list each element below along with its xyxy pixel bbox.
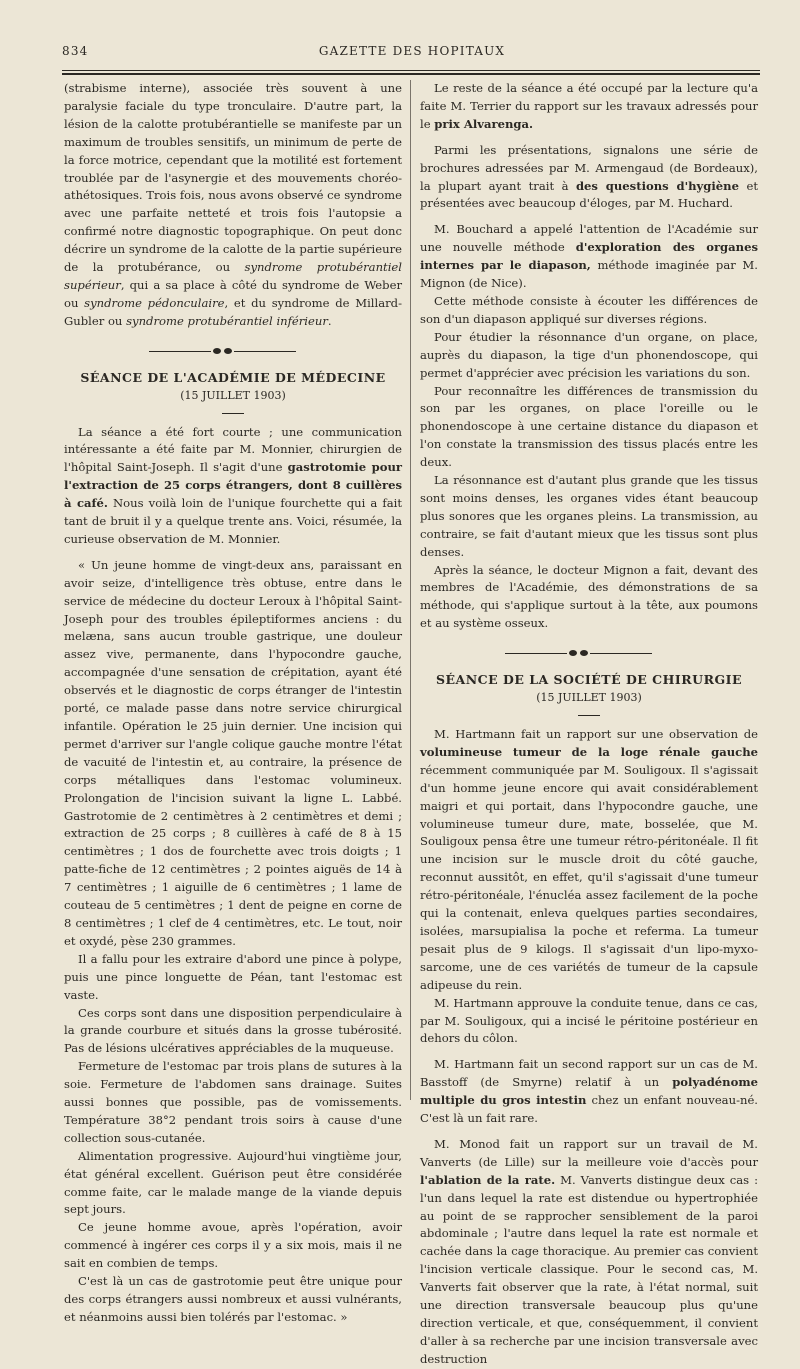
section-date: (15 JUILLET 1903) — [180, 388, 286, 402]
short-rule — [578, 715, 600, 716]
paragraph: M. Monod fait un rapport sur un travail de M. Vanverts (de Lille) sur la meilleure voie d'accès pour l'ablation de la rate. M. Vanverts distingue deux cas : l'un dans lequel la rate est distendue ou hypertrophiée au point de se rapprocher sensiblement de la paroi abdominale ; l'autre dans lequel la rate est normale et cachée dans la cage thoracique. Au premier cas convient l'incision verticale classique. Pour le second cas, M. Vanverts fait observer que la rate, à l'état normal, suit une direction transversale beaucoup plus qu'une direction verticale, et que, conséquemment, il convient d'aller à sa recherche par une incision transversale avec destruction — [420, 1136, 758, 1366]
paragraph: C'est là un cas de gastrotomie peut être unique pour des corps étrangers aussi nombreux et aussi vulnérants, et néanmoins aussi bien tolérés par l'estomac. » — [64, 1274, 402, 1324]
page-number: 834 — [62, 44, 89, 58]
paragraph: Fermeture de l'estomac par trois plans de sutures à la soie. Fermeture de l'abdomen sans drainage. Suites aussi bonnes que possible, pas de vomissements. Température 38°2 pendant trois soirs à cause d'une collection sous-cutanée. — [64, 1059, 402, 1145]
section-title: SÉANCE DE L'ACADÉMIE DE MÉDECINE — [80, 369, 386, 385]
paragraph: Parmi les présentations, signalons une série de brochures adressées par M. Armengaud (de Bordeaux), la plupart ayant trait à des questions d'hygiène et présentées avec beaucoup d'éloges, par M. Huchard. — [420, 142, 758, 211]
paragraph: (strabisme interne), associée très souvent à une paralysie faciale du type tronculaire. D'autre part, la lésion de la calotte protubérantielle se manifeste par un maximum de troubles sensitifs, un minimum de perte de la force motrice, cependant que la motilité est fortement troublée par de l'asynergie et des mouvements choréo-athétosiques. Trois fois, nous avons observé ce syndrome avec une parfaite netteté et trois fois l'autopsie a confirmé notre diagnostic topographique. On peut donc décrire un syndrome de la calotte de la partie supérieure de la protubérance, ou syndrome protubérantiel supérieur, qui a sa place à côté du syndrome de Weber ou syndrome pédonculaire, et du syndrome de Millard-Gubler ou syndrome protubérantiel inférieur. — [64, 81, 403, 328]
paragraph: M. Hartmann fait un second rapport sur un cas de M. Basstoff (de Smyrne) relatif à un polyadénome multiple du gros intestin chez un enfant nouveau-né. C'est là un fait rare. — [420, 1057, 758, 1126]
page-header — [62, 44, 762, 64]
left-column — [64, 80, 402, 1327]
paragraph: Ces corps sont dans une disposition perpendiculaire à la grande courbure et situés dans la grosse tubérosité. Pas de lésions ulcératives appréciables de la muqueuse. — [64, 1005, 402, 1056]
section-ornament — [64, 345, 402, 359]
paragraph: M. Bouchard a appelé l'attention de l'Académie sur une nouvelle méthode d'exploration des organes internes par le diapason, méthode imaginée par M. Mignon (de Nice). — [420, 222, 758, 291]
paragraph: La résonnance est d'autant plus grande que les tissus sont moins denses, les organes vides étant beaucoup plus sonores que les organes pleins. La transmission, au contraire, se fait d'autant mieux que les tissus sont plus denses. — [420, 473, 758, 559]
paragraph: M. Hartmann approuve la conduite tenue, dans ce cas, par M. Souligoux, qui a incisé le péritoine postérieur en dehors du côlon. — [420, 995, 758, 1046]
paragraph: « Un jeune homme de vingt-deux ans, paraissant en avoir seize, d'intelligence très obtuse, entre dans le service de médecine du docteur Leroux à l'hôpital Saint-Joseph pour des troubles épileptiformes anciens : du melæna, sans aucun trouble gastrique, une douleur assez vive, permanente, dans l'hypocondre gauche, accompagnée d'une sensation de crépitation, ayant été observés et le diagnostic de corps étranger de l'intestin porté, ce malade passe dans notre service chirurgical infantile. Opération le 25 juin dernier. Une incision qui permet d'arriver sur l'angle colique gauche montre l'état de vacuité de l'intestin et, au contraire, la présence de corps métalliques dans l'estomac volumineux. Prolongation de l'incision suivant la ligne L. Labbé. Gastrotomie de 2 centimètres à 2 centimètres et demi ; extraction de 25 corps ; 8 cuillères à café de 8 à 15 centimètres ; 1 dos de fourchette avec trois doigts ; 1 patte-fiche de 12 centimètres ; 2 pointes aiguës de 14 à 7 centimètres ; 1 aiguille de 6 centimètres ; 1 lame de couteau de 5 centimètres ; 1 dent de peigne en corne de 8 centimètres ; 1 clef de 4 centimètres, etc. Le tout, noir et oxydé, pèse 230 grammes. — [64, 557, 402, 948]
section-ornament — [420, 647, 758, 661]
paragraph: La séance a été fort courte ; une communication intéressante a été faite par M. Monnier, chirurgien de l'hôpital Saint-Joseph. Il s'agit d'une gastrotomie pour l'extraction de 25 corps étrangers, dont 8 cuillères à café. Nous voilà loin de l'unique fourchette qui a fait tant de bruit il y a quelque trente ans. Voici, résumée, la curieuse observation de M. Monnier. — [64, 424, 402, 546]
right-column — [420, 80, 758, 1369]
short-rule — [222, 413, 244, 414]
header-rule-thick — [62, 73, 760, 75]
paragraph: Pour étudier la résonnance d'un organe, on place, auprès du diapason, la tige d'un phonendoscope, qui permet d'apprécier avec précision les variations du son. — [420, 329, 758, 380]
paragraph: Alimentation progressive. Aujourd'hui vingtième jour, état général excellent. Guérison peut être considérée comme faite, car le malade mange de la viande depuis sept jours. — [64, 1148, 402, 1217]
paragraph: Après la séance, le docteur Mignon a fait, devant des membres de l'Académie, des démonstrations de sa méthode, qui s'applique surtout à la tête, aux poumons et au système osseux. — [420, 562, 758, 631]
paragraph: Le reste de la séance a été occupé par la lecture qu'a faite M. Terrier du rapport sur les travaux adressés pour le prix Alvarenga. — [420, 81, 758, 131]
header-rule-thin — [62, 70, 760, 71]
paragraph: Il a fallu pour les extraire d'abord une pince à polype, puis une pince longuette de Péan, tant l'estomac est vaste. — [64, 951, 402, 1002]
section-title: SÉANCE DE LA SOCIÉTÉ DE CHIRURGIE — [435, 672, 743, 688]
paragraph: M. Hartmann fait un rapport sur une observation de volumineuse tumeur de la loge rénale gauche récemment communiquée par M. Souligoux. Il s'agissait d'un homme jeune encore qui avait considérablement maigri et qui portait, dans l'hypocondre gauche, une volumineuse tumeur dure, mate, bosselée, que M. Souligoux pensa être une tumeur rétro-péritonéale. Il fit une incision sur le muscle droit du côté gauche, reconnut aussitôt, en effet, qu'il s'agissait d'une tumeur rétro-péritonéale, l'énucléa assez facilement de la poche qui la contenait, enleva quelques parties secondaires, isolées, marsupialisa la poche et referma. La tumeur pesait plus de 9 kilogs. Il s'agissait d'un lipo-myxo-sarcome, une de ces variétés de tumeur de la capsule adipeuse du rein. — [420, 727, 758, 992]
column-divider — [410, 80, 411, 1100]
section-date: (15 JUILLET 1903) — [536, 691, 642, 705]
paragraph: Cette méthode consiste à écouter les différences de son d'un diapason appliqué sur diverses régions. — [420, 293, 758, 326]
paragraph: Ce jeune homme avoue, après l'opération, avoir commencé à ingérer ces corps il y a six mois, mais il ne sait en combien de temps. — [64, 1220, 402, 1271]
running-title: GAZETTE DES HOPITAUX — [318, 44, 506, 58]
paragraph: Pour reconnaître les différences de transmission du son par les organes, on place l'oreille ou le phonendoscope à une certaine distance du diapason et l'on constate la transmission des tissus placés entre les deux. — [420, 383, 758, 470]
